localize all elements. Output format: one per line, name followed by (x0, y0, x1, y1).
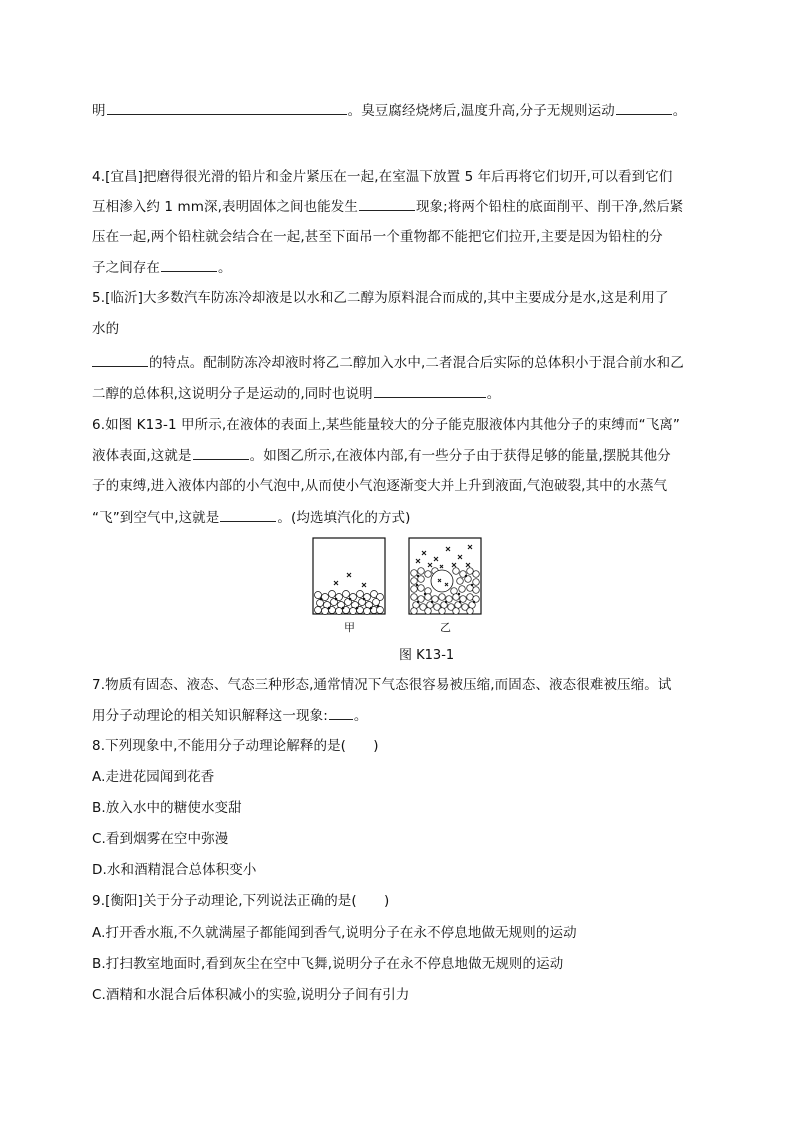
text-line: 明 。臭豆腐经烧烤后,温度升高,分子无规则运动 。 (92, 103, 687, 119)
question-4-line-4: 子之间存在 。 (92, 260, 232, 276)
question-8-option-d[interactable]: D.水和酒精混合总体积变小 (92, 862, 257, 878)
figure-k13-1 (312, 537, 490, 657)
label-yi: 乙 (440, 621, 451, 634)
answer-blank[interactable] (92, 353, 148, 367)
answer-blank[interactable] (193, 446, 249, 460)
question-5-line-1: 5.[临沂]大多数汽车防冻冷却液是以水和乙二醇为原料混合而成的,其中主要成分是水,这是利用了 (92, 290, 669, 306)
question-8-option-c[interactable]: C.看到烟雾在空中弥漫 (92, 831, 229, 847)
beaker-b (409, 538, 481, 614)
question-6-line-2: 液体表面,这就是 。如图乙所示,在液体内部,有一些分子由于获得足够的能量,摆脱其他分 (92, 448, 671, 464)
question-4-line-1: 4.[宜昌]把磨得很光滑的铅片和金片紧压在一起,在室温下放置 5 年后再将它们切开,可以看到它们 (92, 169, 673, 185)
bubble (431, 570, 453, 592)
question-4-line-2: 互相渗入约 1 mm深,表明固体之间也能发生 现象;将两个铅柱的底面削平、削干净,然后紧 (92, 199, 684, 215)
question-5-line-3: 的特点。配制防冻冷却液时将乙二醇加入水中,二者混合后实际的总体积小于混合前水和乙 (92, 353, 684, 372)
question-6-line-3: 子的束缚,进入液体内部的小气泡中,从而使小气泡逐渐变大并上升到液面,气泡破裂,其中的水蒸气 (92, 478, 668, 494)
question-7-line-2: 用分子动理论的相关知识解释这一现象: 。 (92, 708, 368, 724)
answer-blank[interactable] (329, 706, 353, 720)
question-9-option-c[interactable]: C.酒精和水混合后体积减小的实验,说明分子间有引力 (92, 987, 410, 1003)
question-4-line-3: 压在一起,两个铅柱就会结合在一起,甚至下面吊一个重物都不能把它们拉开,主要是因为铅柱的分 (92, 229, 663, 245)
answer-blank[interactable] (107, 101, 347, 115)
answer-blank[interactable] (359, 197, 415, 211)
answer-blank[interactable] (220, 508, 276, 522)
question-9-option-a[interactable]: A.打开香水瓶,不久就满屋子都能闻到香气,说明分子在永不停息地做无规则的运动 (92, 925, 577, 941)
label-jia: 甲 (344, 621, 355, 634)
question-8-option-a[interactable]: A.走进花园闻到花香 (92, 769, 215, 785)
question-5-line-4: 二醇的总体积,这说明分子是运动的,同时也说明 。 (92, 386, 501, 402)
question-9-option-b[interactable]: B.打扫教室地面时,看到灰尘在空中飞舞,说明分子在永不停息地做无规则的运动 (92, 956, 564, 972)
figure-caption: 图 K13-1 (399, 648, 455, 663)
question-6-line-4: “飞”到空气中,这就是 。(均选填汽化的方式) (92, 510, 411, 526)
question-7-line-1: 7.物质有固态、液态、气态三种形态,通常情况下气态很容易被压缩,而固态、液态很难被压缩。试 (92, 677, 672, 693)
question-6-line-1: 6.如图 K13-1 甲所示,在液体的表面上,某些能量较大的分子能克服液体内其他分子的束缚而“飞离” (92, 417, 681, 433)
answer-blank[interactable] (616, 101, 672, 115)
question-8-option-b[interactable]: B.放入水中的糖使水变甜 (92, 800, 242, 816)
question-5-line-2: 水的 (92, 321, 120, 337)
answer-blank[interactable] (374, 384, 486, 398)
question-9: 9.[衡阳]关于分子动理论,下列说法正确的是( ) (92, 893, 390, 909)
answer-blank[interactable] (161, 258, 217, 272)
beaker-a (313, 538, 385, 615)
question-8: 8.下列现象中,不能用分子动理论解释的是( ) (92, 738, 379, 754)
